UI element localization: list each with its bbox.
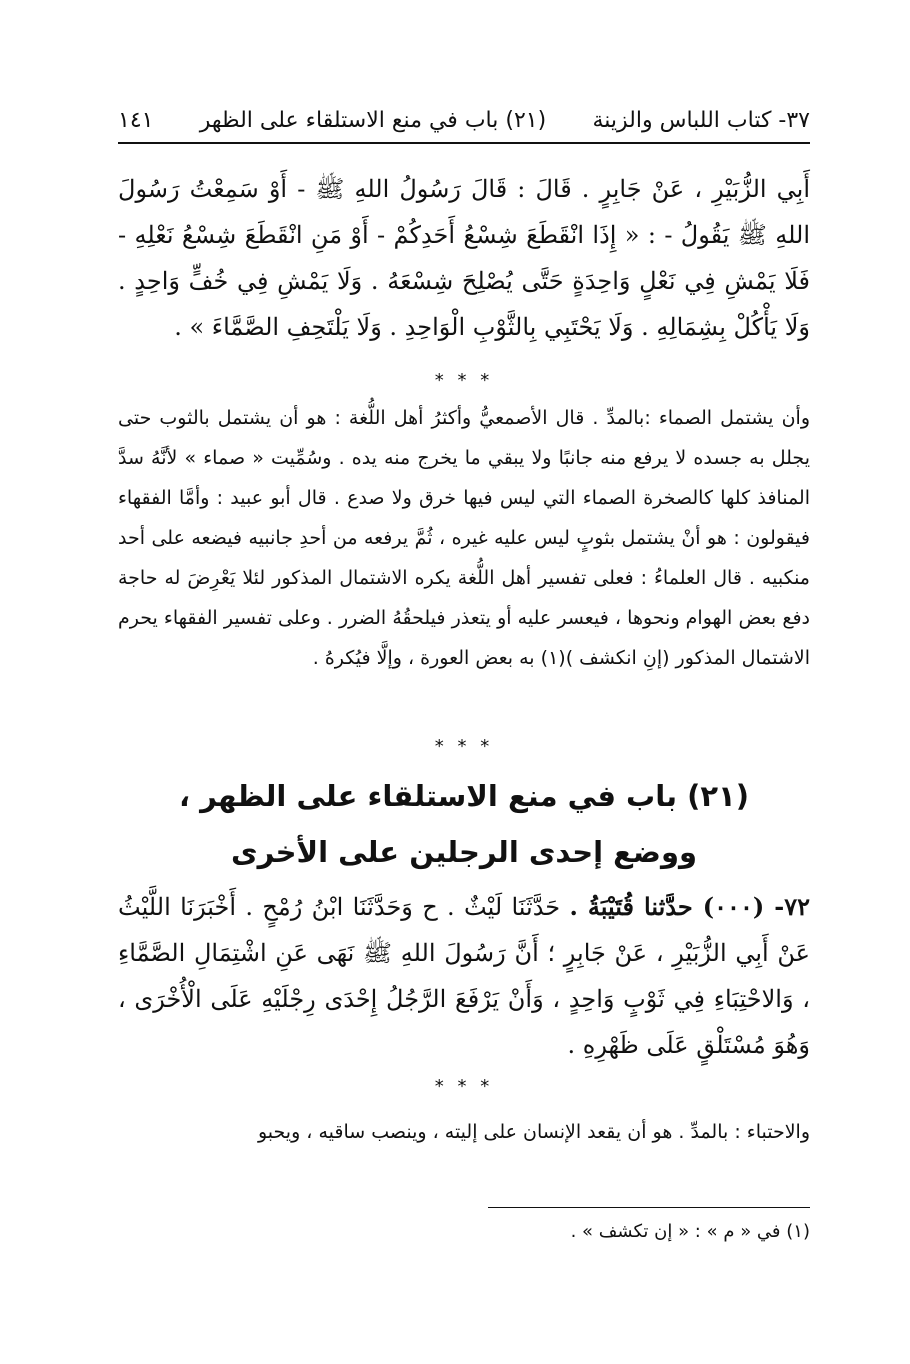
header-divider [118,142,810,144]
hadith-72-number: ٧٢- (٠٠٠) حدَّثنا قُتَيْبَةُ . [569,892,810,921]
chapter-heading [118,768,810,880]
hadith-72 [118,884,810,1068]
book-title: ٣٧- كتاب اللباس والزينة [592,107,810,133]
separator-stars-1: * * * [434,370,494,391]
footnote: (١) في « م » : « إن تكشف » . [570,1221,810,1242]
chapter-running-title: (٢١) باب في منع الاستلقاء على الظهر [199,107,547,133]
chapter-heading-line-2: ووضع إحدى الرجلين على الأخرى [230,835,698,869]
page-number: ١٤١ [118,107,154,133]
chapter-heading-line-1: (٢١) باب في منع الاستلقاء على الظهر ، [178,779,750,813]
hadith-72-text: حَدَّثَنَا لَيْثٌ . ح وَحَدَّثَنَا ابْنُ رُمْحٍ . أَخْبَرَنَا اللَّيْثُ عَنْ أَبِي الزُّبَيْرِ ، عَنْ جَابِرٍ ؛ أَنَّ رَسُولَ اللهِ ﷺ نَهَى عَنِ اشْتِمَالِ الصَّمَّاءِ ، وَالاحْتِبَاءِ فِي ثَوْبٍ وَاحِدٍ ، وَأَنْ يَرْفَعَ الرَّجُلُ إِحْدَى رِجْلَيْهِ عَلَى الْأُخْرَى ، وَهُوَ مُسْتَلْقٍ عَلَى ظَهْرِهِ . [118,893,810,1059]
separator-stars-2: * * * [434,736,494,757]
hadith-71-text: أَبِي الزُّبَيْرِ ، عَنْ جَابِرٍ . قَالَ : قَالَ رَسُولُ اللهِ ﷺ - أَوْ سَمِعْتُ رَسُولَ اللهِ ﷺ يَقُولُ - : « إِذَا انْقَطَعَ شِسْعُ أَحَدِكُمْ - أَوْ مَنِ انْقَطَعَ شِسْعُ نَعْلِهِ - فَلَا يَمْشِ فِي نَعْلٍ وَاحِدَةٍ حَتَّى يُصْلِحَ شِسْعَهُ . وَلَا يَمْشِ فِي خُفٍّ وَاحِدٍ . وَلَا يَأْكُلْ بِشِمَالِهِ . وَلَا يَحْتَبِي بِالثَّوْبِ الْوَاحِدِ . وَلَا يَلْتَحِفِ الصَّمَّاءَ » . [118,175,810,341]
separator-stars-3: * * * [434,1076,494,1097]
running-header [118,100,810,140]
footnote-divider [488,1207,810,1208]
commentary-paragraph-2: والاحتباء : بالمدِّ . هو أن يقعد الإنسان على إليته ، وينصب ساقيه ، ويحبو [257,1121,810,1143]
commentary-paragraph-1: وأن يشتمل الصماء :بالمدِّ . قال الأصمعيُّ وأكثرُ أهل اللُّغة : هو أن يشتمل بالثوب حتى يجلل به جسده لا يرفع منه جانبًا ولا يبقي ما يخرج منه يده . وسُمِّيت « صماء » لأنَّهُ سدَّ المنافذ كلها كالصخرة الصماء التي ليس فيها خرق ولا صدع . قال أبو عبيد : وأمَّا الفقهاء فيقولون : هو أنْ يشتمل بثوبٍ ليس عليه غيره ، ثُمَّ يرفعه من أحدِ جانبيه فيضعه على أحد منكبيه . قال العلماءُ : فعلى تفسير أهل اللُّغة يكره الاشتمال المذكور لئلا يَعْرِضَ له حاجة دفع بعض الهوام ونحوها ، فيعسر عليه أو يتعذر فيلحقُهُ الضرر . وعلى تفسير الفقهاء يحرم الاشتمال المذكور (إنِ انكشف )(١) به بعض العورة ، وإلَّا فيُكرهُ . [118,407,810,669]
